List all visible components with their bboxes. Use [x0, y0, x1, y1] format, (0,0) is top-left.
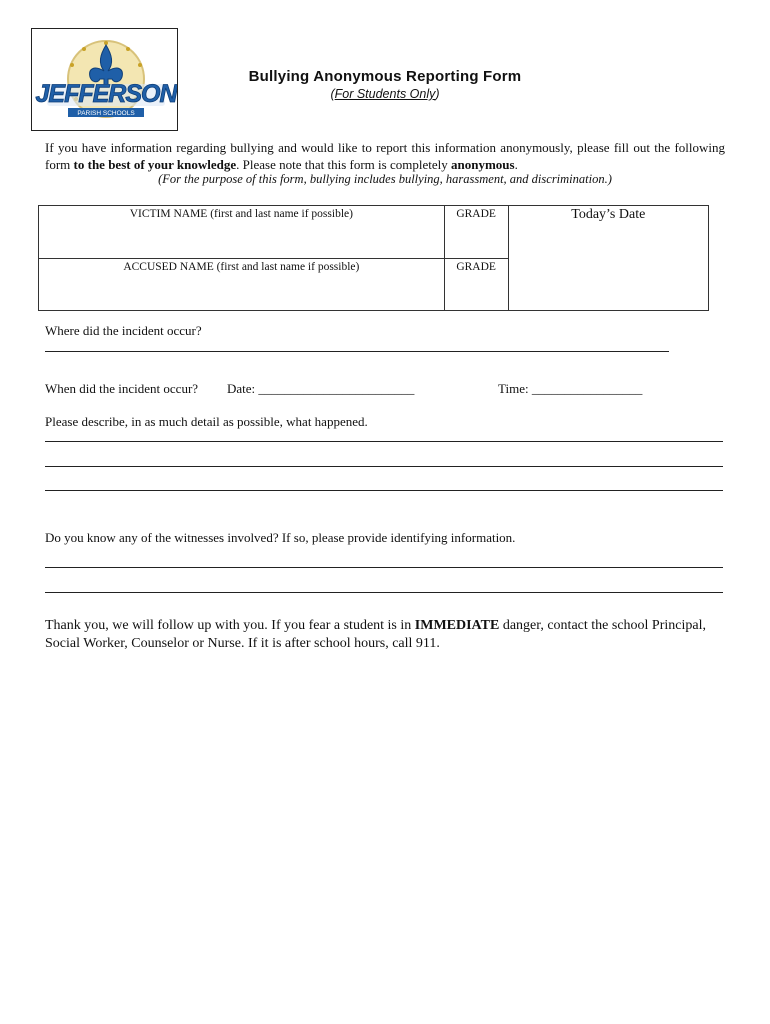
logo-wordmark: JEFFERSON — [35, 80, 177, 108]
closing-immediate: IMMEDIATE — [414, 618, 500, 633]
intro-text-1: If you have information regarding bullying and would like to report this information anonymously, please fill out the following form — [45, 140, 725, 172]
witnesses-question: Do you know any of the witnesses involved? If so, please provide identifying information. — [45, 530, 516, 545]
subtitle-open: ( — [330, 87, 335, 101]
intro-text-2: . Please note that this form is completely — [236, 157, 451, 172]
subtitle-close: ) — [435, 87, 440, 101]
closing-paragraph — [45, 617, 735, 653]
accused-name-label: ACCUSED NAME (first and last name if possible) — [123, 261, 360, 273]
form-title: Bullying Anonymous Reporting Form — [248, 68, 522, 85]
victim-grade-cell[interactable] — [444, 206, 508, 259]
accused-name-cell[interactable] — [39, 259, 445, 311]
accused-grade-cell[interactable] — [444, 259, 508, 311]
accused-grade-label: GRADE — [456, 261, 496, 273]
describe-question: Please describe, in as much detail as possible, what happened. — [45, 414, 368, 429]
describe-line-3[interactable] — [45, 490, 723, 491]
date-field[interactable]: Date: ________________________ — [227, 381, 415, 396]
intro-note: (For the purpose of this form, bullying includes bullying, harassment, and discrimination.) — [158, 172, 612, 186]
time-field[interactable]: Time: _________________ — [498, 381, 643, 396]
todays-date-cell[interactable] — [508, 206, 708, 311]
todays-date-label: Today’s Date — [571, 207, 646, 222]
describe-line-1[interactable] — [45, 441, 723, 442]
subtitle-students-only: For Students Only — [334, 87, 436, 101]
intro-bold-1: to the best of your knowledge — [73, 157, 237, 172]
describe-line-2[interactable] — [45, 466, 723, 467]
logo-subtext: PARISH SCHOOLS — [77, 110, 135, 117]
closing-text-2: danger, contact the school Principal, Social Worker, Counselor or Nurse. If it is after school hours, call 911. — [45, 618, 706, 651]
victim-name-cell[interactable] — [39, 206, 445, 259]
intro-bold-2: anonymous — [450, 157, 515, 172]
witnesses-line-1[interactable] — [45, 567, 723, 568]
intro-paragraph — [45, 139, 725, 173]
where-answer-line[interactable] — [45, 351, 669, 352]
when-question: When did the incident occur? — [45, 381, 199, 396]
form-subtitle — [0, 87, 770, 101]
victim-name-label: VICTIM NAME (first and last name if possible) — [129, 208, 353, 220]
witnesses-line-2[interactable] — [45, 592, 723, 593]
names-table — [38, 205, 709, 311]
intro-text-3: . — [514, 157, 518, 172]
closing-text-1: Thank you, we will follow up with you. If you fear a student is in — [45, 618, 415, 633]
victim-grade-label: GRADE — [456, 208, 496, 220]
where-question: Where did the incident occur? — [45, 323, 202, 338]
